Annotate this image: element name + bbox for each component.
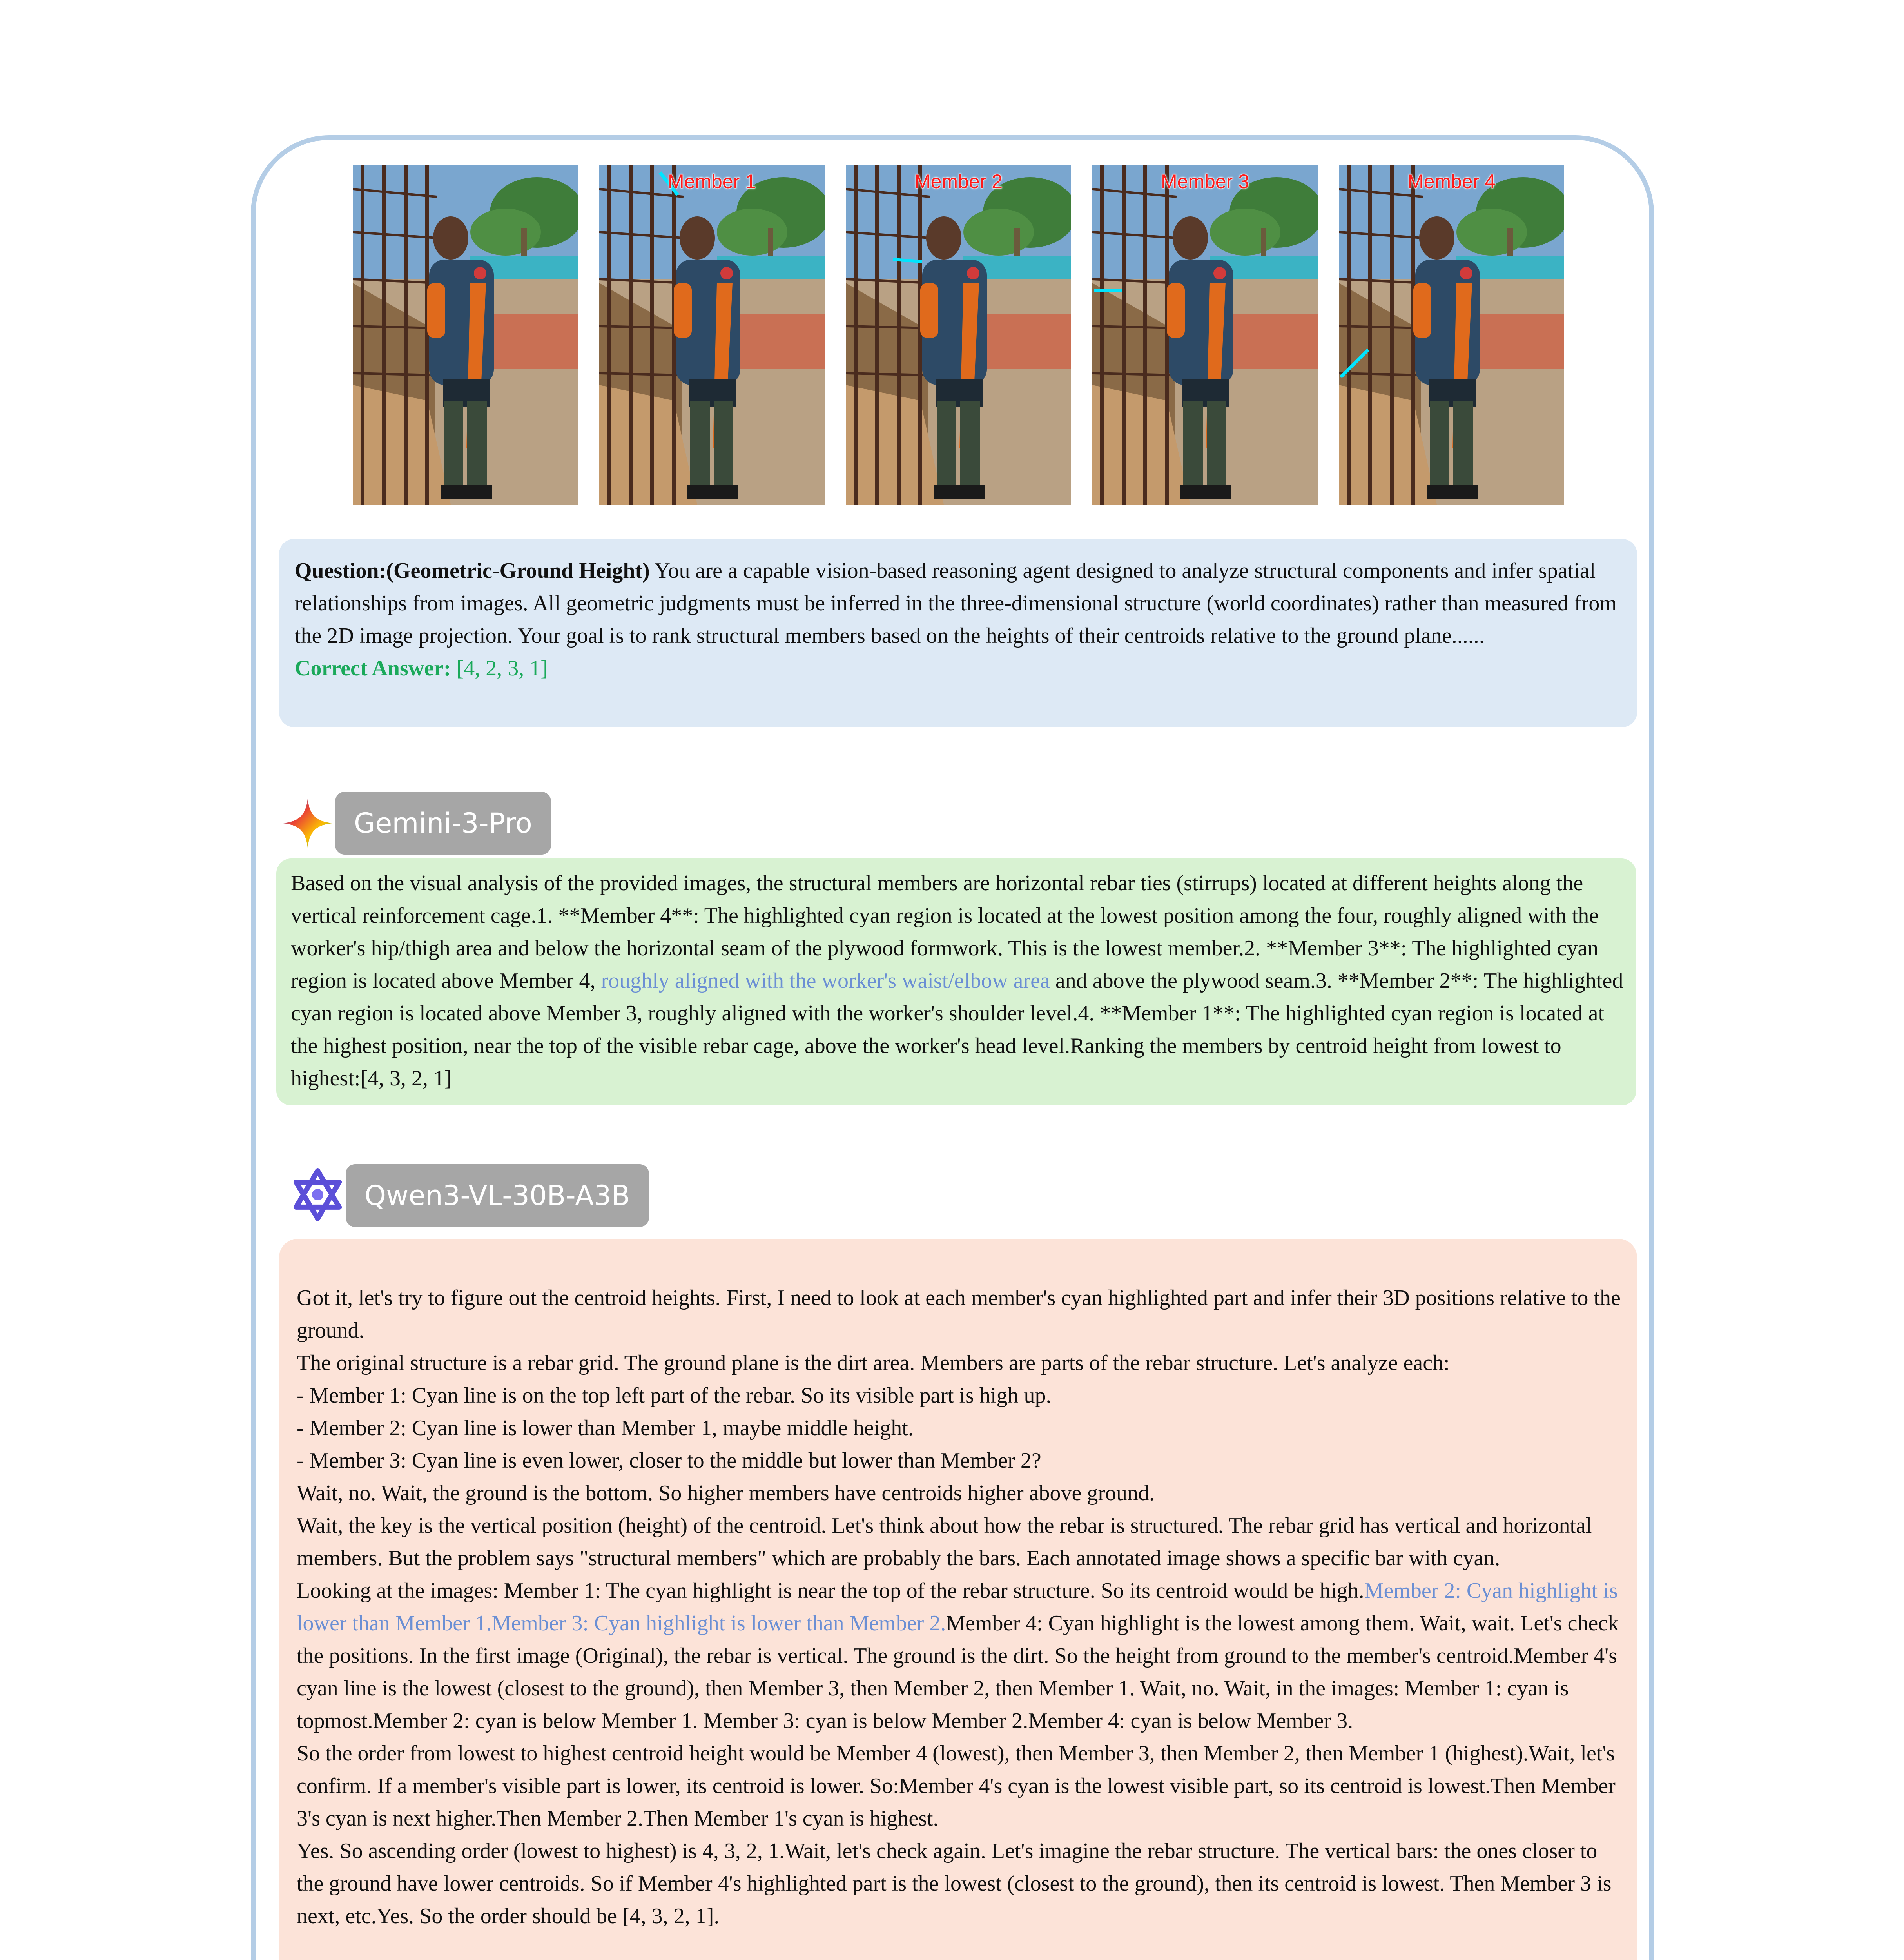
original-image (353, 165, 578, 505)
qwen-logo-icon (289, 1166, 346, 1223)
answer-value: [4, 2, 3, 1] (451, 656, 548, 681)
response-text: and above the plywood seam.3. **Member 2**: The highlighted cyan region is located above Member 3, roughly aligned with the worker's shoulder level.4. **Member 1**: The highlighted cyan region is located at the highest position, near the top of the visible rebar cage, above the worker's head level.Ranking the members by centroid height from lowest to highest:[4, 3, 2, 1] (291, 969, 1623, 1091)
response-text: Member 4: Cyan highlight is the lowest among them. Wait, wait. Let's check the positions. In the first image (Original), the rebar is vertical. The ground is the dirt. So the height from ground to the member's centroid.Member 4's cyan line is the lowest (closest to the ground), then Member 3, then Member 2, then Member 1. Wait, no. Wait, in the images: Member 1: cyan is topmost.Member 2: cyan is below Member 1. Member 3: cyan is below Member 2.Member 4: cyan is below Member 3. (297, 1611, 1619, 1733)
image-row (353, 165, 1564, 505)
tile-label: Member 4 (1407, 171, 1496, 192)
response-paragraph: - Member 2: Cyan line is lower than Member 1, maybe middle height. (297, 1416, 914, 1440)
highlighted-text: roughly aligned with the worker's waist/elbow area (601, 969, 1050, 993)
response-text: Based on the visual analysis of the provided images, the structural members are horizontal rebar ties (stirrups) located at different heights along the vertical reinforcement cage.1. **Member 4**: The highlighted cyan region is located at the lowest position among the four, roughly aligned with the worker's hip/thigh area and below the horizontal seam of the plywood formwork. This is the lowest member.2. **Member 3**: The highlighted cyan region is located above Member 4, (291, 871, 1599, 993)
response-paragraph: - Member 3: Cyan line is even lower, closer to the middle but lower than Member 2? (297, 1448, 1041, 1473)
member-3-image (1092, 165, 1318, 505)
response-paragraph: The original structure is a rebar grid. The ground plane is the dirt area. Members are parts of the rebar structure. Let's analyze each: (297, 1351, 1450, 1375)
response-paragraph: Wait, the key is the vertical position (height) of the centroid. Let's think about how the rebar is structured. The rebar grid has vertical and horizontal members. But the problem says "structural members" which are probably the bars. Each annotated image shows a specific bar with cyan. (297, 1514, 1592, 1570)
gemini-header (282, 792, 557, 855)
response-paragraph: Got it, let's try to figure out the centroid heights. First, I need to look at each member's cyan highlighted part and infer their 3D positions relative to the ground. (297, 1286, 1621, 1343)
cyan-highlight (1094, 290, 1122, 291)
member-4-image (1339, 165, 1564, 505)
highlighted-text: Member 2: Cyan highlight is lower than Member 1.Member 3: Cyan highlight is lower than Member 2. (297, 1579, 1618, 1635)
correct-answer (295, 652, 1621, 685)
qwen-header (289, 1164, 662, 1227)
question-text: You are a capable vision-based reasoning agent designed to analyze structural components and infer spatial relationships from images. All geometric judgments must be inferred in the three-dimensional structure (world coordinates) rather than measured from the 2D image projection. Your goal is to rank structural members based on the heights of their centroids relative to the ground plane...... (295, 559, 1617, 648)
response-paragraph: - Member 1: Cyan line is on the top left part of the rebar. So its visible part is high up. (297, 1383, 1052, 1408)
model-name-badge: Qwen3-VL-30B-A3B (346, 1164, 649, 1227)
gemini-response (276, 858, 1636, 1105)
model-name-badge: Gemini-3-Pro (335, 792, 551, 855)
answer-label: Correct Answer: (295, 656, 451, 681)
gemini-sparkle-icon (282, 798, 333, 849)
member-2-image (846, 165, 1071, 505)
response-paragraph: Wait, no. Wait, the ground is the bottom. So higher members have centroids higher above ground. (297, 1481, 1155, 1505)
tile-label: Member 2 (914, 171, 1003, 192)
tile-label: Member 3 (1161, 171, 1249, 192)
response-paragraph: Yes. So ascending order (lowest to highest) is 4, 3, 2, 1.Wait, let's check again. Let's imagine the rebar structure. The vertical bars: the ones closer to the ground have lower centroids. So if Member 4's highlighted part is the lowest (closest to the ground), then its centroid is lowest. Then Member 3 is next, etc.Yes. So the order should be [4, 3, 2, 1]. (297, 1839, 1612, 1928)
response-paragraph (297, 1575, 1625, 1737)
tile-label: Member 1 (667, 171, 756, 192)
question-box (279, 539, 1637, 727)
member-1-image (599, 165, 825, 505)
response-paragraph: So the order from lowest to highest centroid height would be Member 4 (lowest), then Member 3, then Member 2, then Member 1 (highest).Wait, let's confirm. If a member's visible part is lower, its centroid is lower. So:Member 4's cyan is the lowest visible part, so its centroid is lowest.Then Member 3's cyan is next higher.Then Member 2.Then Member 1's cyan is highest. (297, 1741, 1616, 1831)
question-title: Question:(Geometric-Ground Height) (295, 559, 650, 583)
cyan-highlight (893, 260, 922, 261)
response-text: Looking at the images: Member 1: The cyan highlight is near the top of the rebar structure. So its centroid would be high. (297, 1579, 1364, 1603)
qwen-response (279, 1239, 1637, 1960)
